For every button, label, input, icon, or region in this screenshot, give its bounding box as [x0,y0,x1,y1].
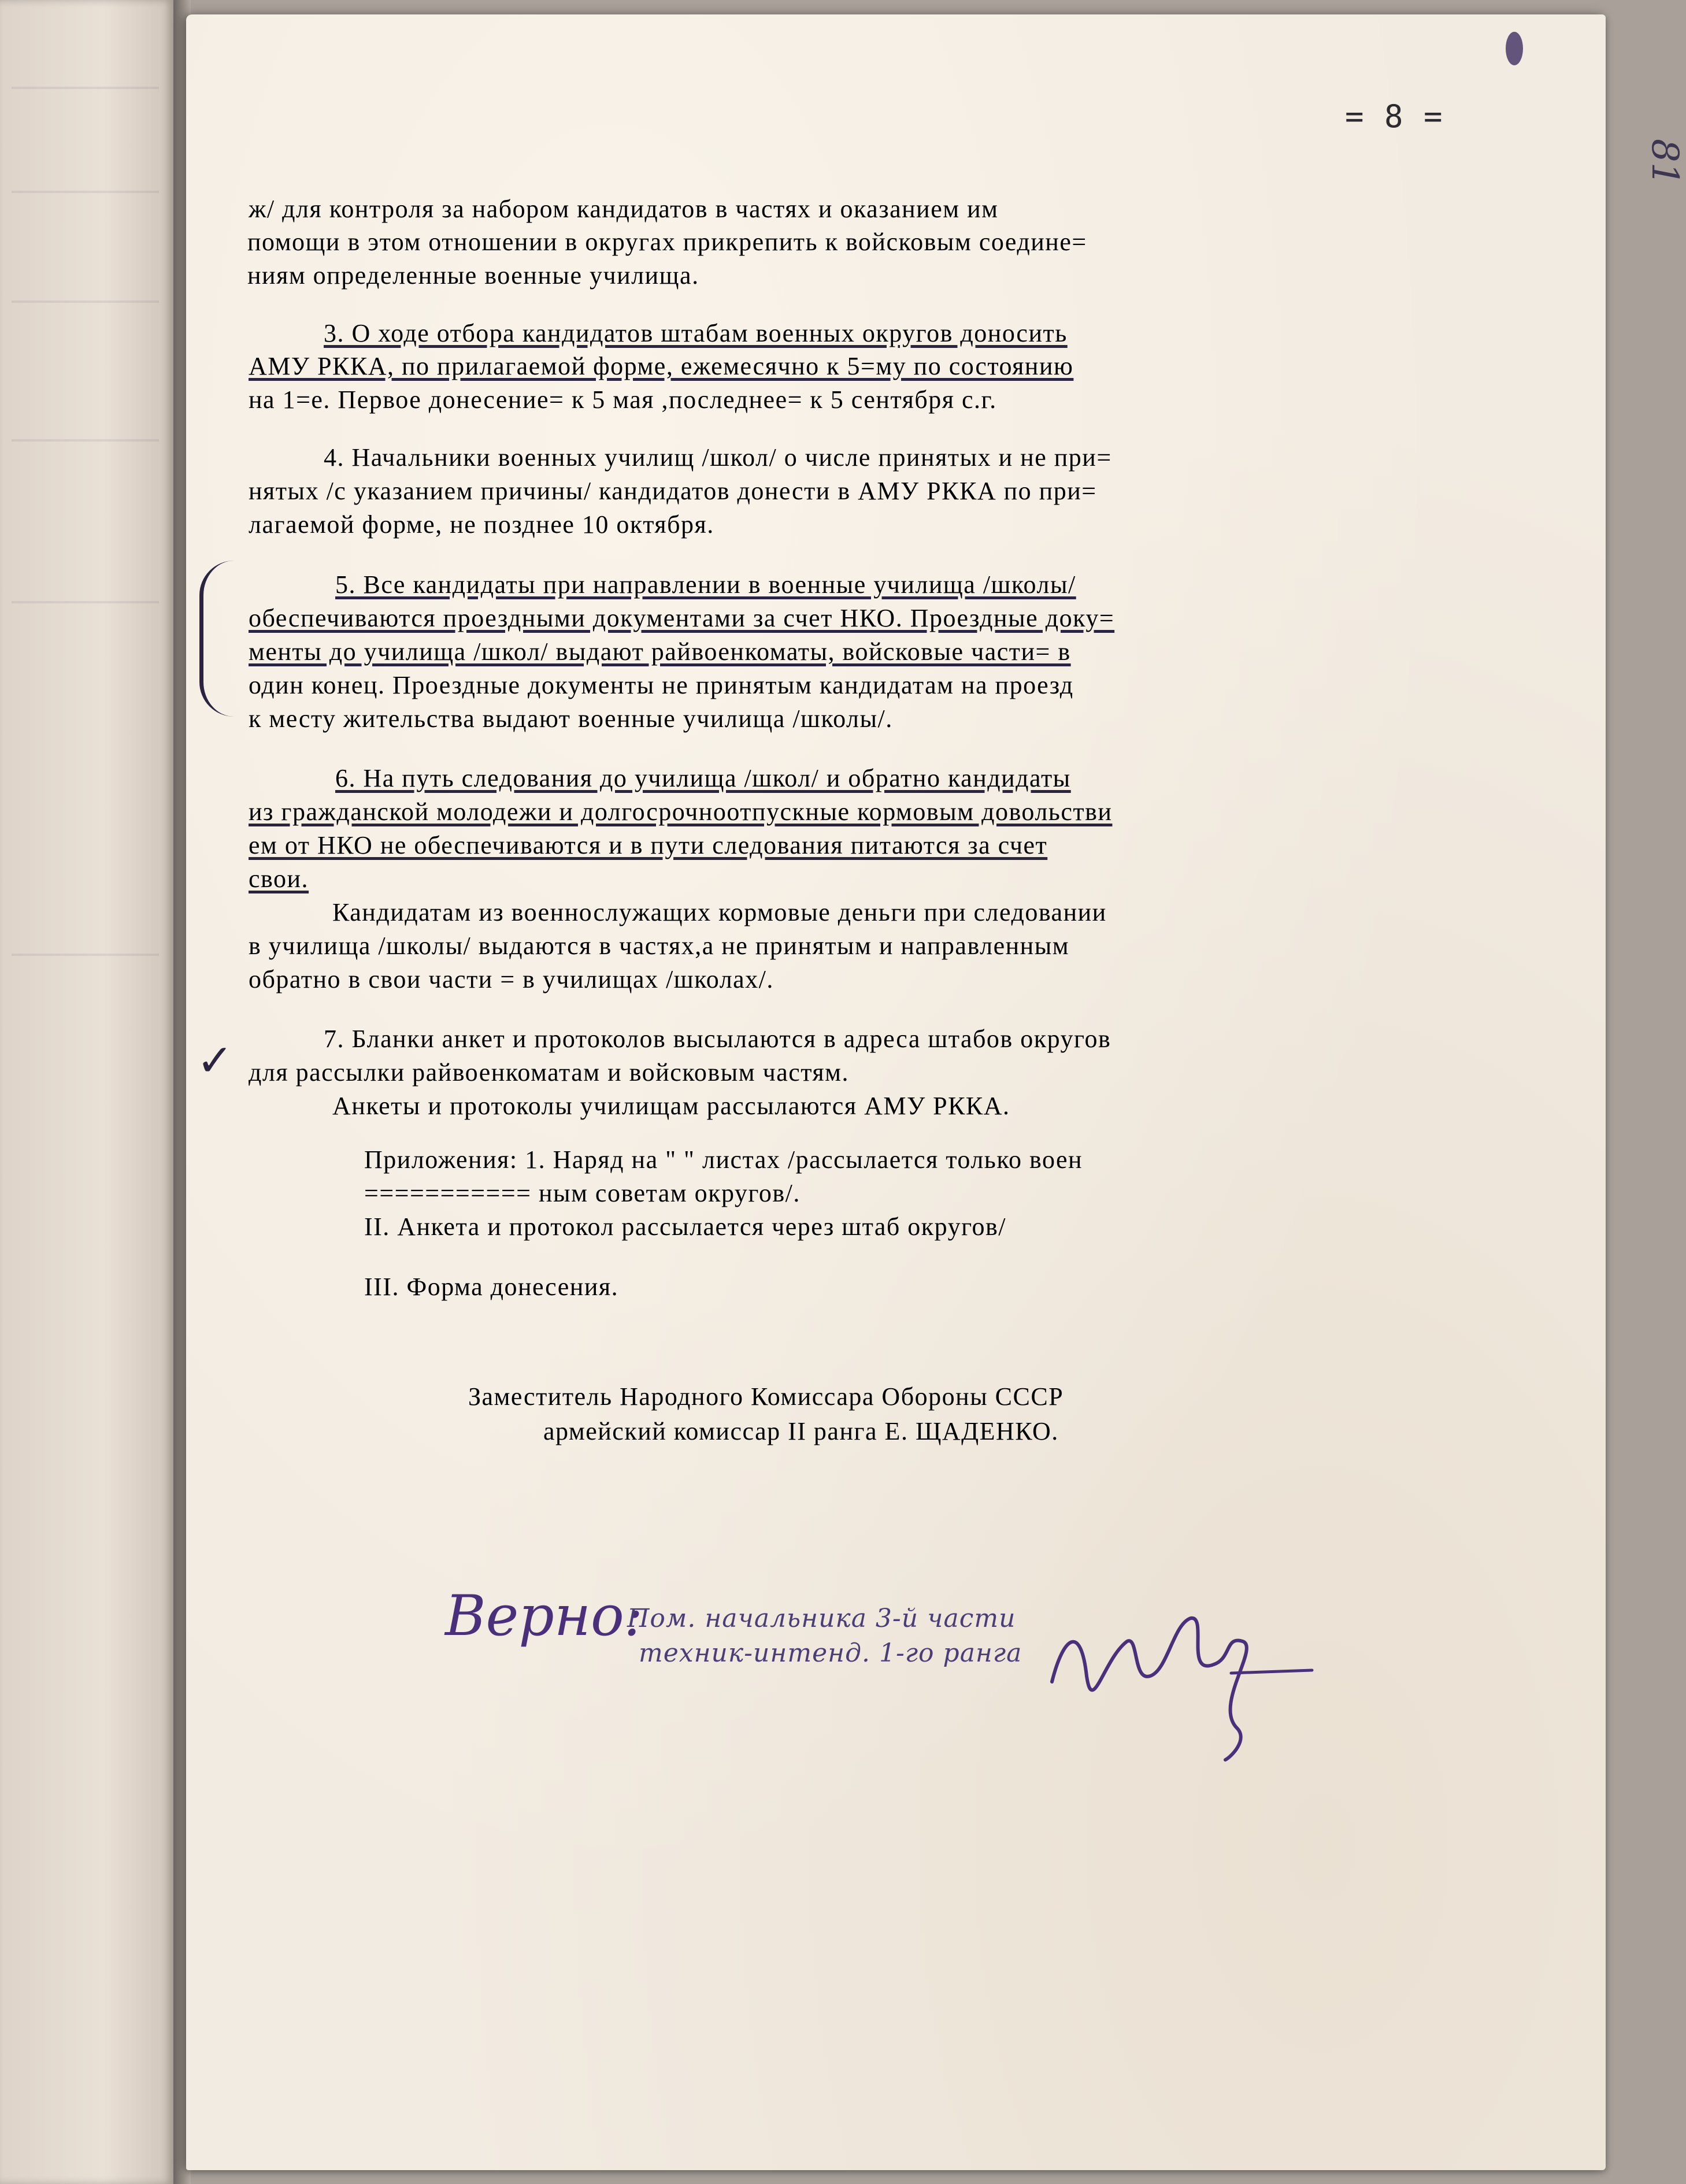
text-line: на 1=е. Первое донесение= к 5 мая ,последнее= к 5 сентября с.г. [249,385,997,414]
text-line: обратно в свои части = в училищах /школах/. [249,965,774,993]
text-line: Приложения: 1. Наряд на " " листах /рассылается только воен [364,1145,1083,1174]
text-line: к месту жительства выдают военные училища /школы/. [249,704,893,733]
text-line: нятых /с указанием причины/ кандидатов донести в АМУ РККА по при= [249,477,1097,505]
ghost-line [12,439,159,442]
handwritten-signature [1040,1589,1318,1763]
text-line: II. Анкета и протокол рассылается через штаб округов/ [364,1212,1007,1241]
text-line: =========== ным советам округов/. [364,1179,801,1207]
text-line: ж/ для контроля за набором кандидатов в частях и оказанием им [249,195,999,223]
stamp-line: Пом. начальника 3-й части [627,1604,1016,1633]
text-line: в училища /школы/ выдаются в частях,а не принятым и направленным [249,932,1070,960]
signatory-title: Заместитель Народного Комиссара Обороны СССР [468,1382,1064,1411]
text-line: для рассылки райвоенкоматам и войсковым частям. [249,1058,849,1087]
text-line: 5. Все кандидаты при направлении в военные училища /школы/ [335,570,1076,599]
text-line: лагаемой форме, не позднее 10 октября. [249,510,714,539]
text-line: ем от НКО не обеспечиваются и в пути следования питаются за счет [249,831,1048,859]
text-line: один конец. Проездные документы не принятым кандидатам на проезд [249,671,1074,699]
ghost-line [12,87,159,89]
page-number: = 8 = [1345,98,1444,135]
facing-page [0,0,173,2184]
ghost-line [12,601,159,603]
text-line: обеспечиваются проездными документами за счет НКО. Проездные доку= [249,604,1115,632]
archive-folio-number: 81 [1643,139,1686,186]
text-line: 7. Бланки анкет и протоколов высылаются в адреса штабов округов [324,1025,1111,1053]
ghost-line [12,301,159,303]
punch-hole-mark [1506,32,1523,65]
text-line: III. Форма донесения. [364,1273,619,1301]
certification-handwritten: Верно: [445,1584,643,1648]
stamp-line: техник-интенд. 1-го ранга [639,1638,1022,1668]
text-line: свои. [249,865,309,893]
text-line: 6. На путь следования до училища /школ/ и обратно кандидаты [335,764,1071,792]
text-line: Кандидатам из военнослужащих кормовые деньги при следовании [332,898,1107,926]
text-line: помощи в этом отношении в округах прикрепить к войсковым соедине= [247,228,1087,256]
text-line: ниям определенные военные училища. [247,261,699,290]
text-line: из гражданской молодежи и долгосрочноотпускные кормовым довольстви [249,798,1113,826]
text-line: АМУ РККА, по прилагаемой форме, ежемесячно к 5=му по состоянию [249,352,1074,380]
ghost-line [12,954,159,956]
text-line: менты до училища /школ/ выдают райвоенкоматы, войсковые части= в [249,637,1071,666]
ghost-line [12,191,159,193]
signatory-name: армейский комиссар II ранга Е. ЩАДЕНКО. [543,1417,1059,1445]
text-line: Анкеты и протоколы училищам рассылаются АМУ РККА. [332,1092,1010,1120]
text-line: 4. Начальники военных училищ /школ/ о числе принятых и не при= [324,443,1112,472]
check-mark-icon: ✓ [197,1034,234,1086]
margin-bracket-mark [199,561,238,717]
text-line: 3. О ходе отбора кандидатов штабам военных округов доносить [324,319,1068,347]
